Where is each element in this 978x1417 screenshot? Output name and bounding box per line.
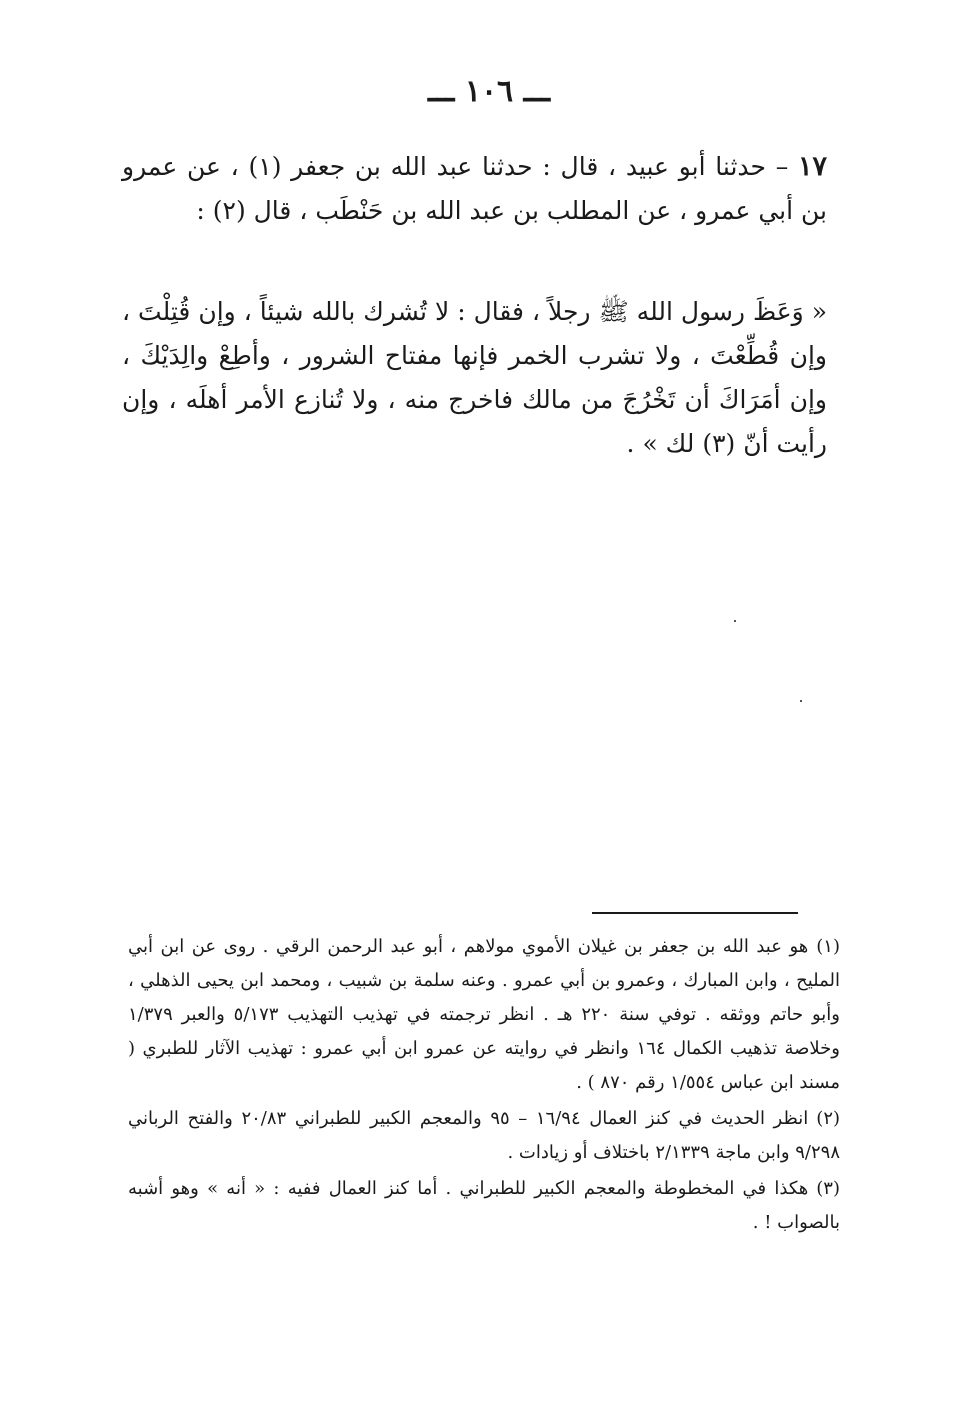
footnote-text: هكذا في المخطوطة والمعجم الكبير للطبراني . أما كنز العمال ففيه : « أنه » وهو أشبه بالصواب ! .	[128, 1178, 840, 1233]
footnote-marker: (٢)	[816, 1108, 841, 1129]
footnote-1	[128, 930, 840, 1100]
footnote-separator	[592, 912, 798, 914]
hadith-isnad	[122, 145, 827, 233]
footnote-text: هو عبد الله بن جعفر بن غيلان الأموي مولاهم ، أبو عبد الرحمن الرقي . روى عن ابن أبي المليح ، وابن المبارك ، وعمرو بن أبي عمرو . وعنه سلمة بن شبيب ، ومحمد ابن يحيى الذهلي ، وأبو حاتم ووثقه . توفي سنة ٢٢٠ هـ . انظر ترجمته في تهذيب التهذيب ٥/١٧٣ والعبر ١/٣٧٩ وخلاصة تذهيب الكمال ١٦٤ وانظر في روايته عن عمرو ابن أبي عمرو : تهذيب الآثار للطبري ( مسند ابن عباس ١/٥٥٤ رقم ٨٧٠ ) .	[128, 936, 840, 1093]
footnote-3	[128, 1172, 840, 1240]
scan-speck	[800, 700, 802, 702]
footnote-marker: (٣)	[816, 1178, 840, 1199]
hadith-matn: « وَعَظَ رسول الله ﷺ رجلاً ، فقال : لا تُشرك بالله شيئاً ، وإن قُتِلْتَ ، وإن قُطِّعْتَ ، ولا تشرب الخمر فإنها مفتاح الشرور ، وأطِعْ والِدَيْكَ ، وإن أمَرَاكَ أن تَخْرُجَ من مالك فاخرج منه ، ولا تُنازع الأمر أهلَه ، وإن رأيت أنّ (٣) لك » .	[122, 297, 827, 458]
scan-speck	[734, 620, 736, 622]
isnad-text: – حدثنا أبو عبيد ، قال : حدثنا عبد الله بن جعفر (١) ، عن عمرو بن أبي عمرو ، عن المطلب بن عبد الله بن حَنْطَب ، قال (٢) :	[122, 152, 827, 225]
footnotes-section	[128, 930, 840, 1242]
hadith-number: ١٧	[797, 151, 827, 182]
footnote-marker: (١)	[816, 936, 840, 957]
footnote-text: انظر الحديث في كنز العمال ١٦/٩٤ – ٩٥ والمعجم الكبير للطبراني ٢٠/٨٣ والفتح الرباني ٩/٢٩٨ وابن ماجة ٢/١٣٣٩ باختلاف أو زيادات .	[128, 1108, 840, 1163]
page-number: ـــ ١٠٦ ـــ	[428, 74, 550, 109]
footnote-2	[128, 1102, 840, 1170]
